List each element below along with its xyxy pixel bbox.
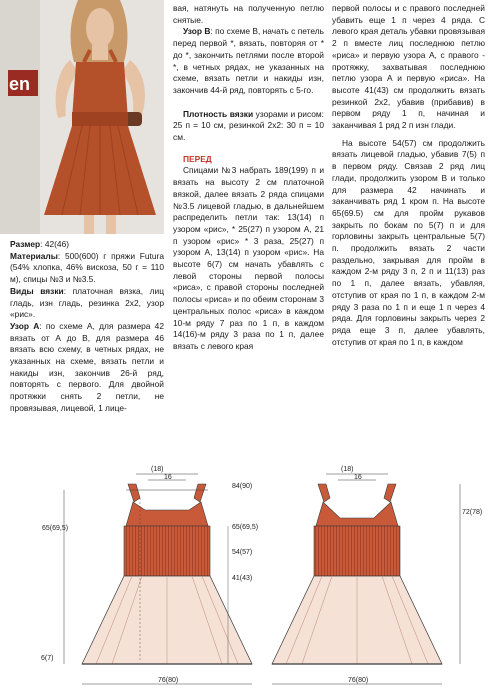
col2-p1: вая, натянуть на полученную петлю снятые. — [173, 3, 324, 25]
right-strap-top: (18) — [341, 466, 354, 473]
left-width-84: 84(90) — [232, 483, 253, 490]
left-height-65b: 65(69,5) — [232, 524, 259, 531]
left-height-65: 65(69,5) — [42, 525, 69, 532]
col3-p2: На высоте 54(57) см продолжить вязать лицевой гладью, убавив 7(5) п в первом ряду. Связав 2 ряд лиц глади, продолжить узором В и только для размера 42 начинать и заканчивать ряд 1 кром п. На высоте 65(69.5) см для пройм рукавов закрыть по бокам по 5(7) п и для горловины закрыть центральные 5(7) п. продолжить вязать 2 части раздельно, закрывая для пройм в каждом 2-м ряду 3 п, 2 п и 11(13) раз по 1 п, далее вязать, убавляя, отступив от края по 1 п, в каждом 2-м ряду 3 раза по 1 п и еще 1 п через 4 ряда. Для горловины закрыть через 2 ряда еще 3 п, далее убавлять, отступив от края по 1 п, в каждом — [332, 137, 485, 347]
patternB-text: : по схеме В, начать с петель перед первой *, вязать, повторяя от * до *, закончить петлями после второй *, в четных рядах, не указанных на схеме, вязать петли и накиды изн, закончив 44-й ряд, повторять с 5-го. — [173, 26, 325, 95]
left-width-76: 76(80) — [158, 677, 179, 684]
gauge-text: узорами и рисом: 25 п = 10 см, резинкой 2х2: 30 п = 10 см. — [173, 108, 324, 143]
front-heading: ПЕРЕД — [183, 153, 212, 164]
left-height-41: 41(43) — [232, 575, 253, 582]
left-strap-width: 16 — [164, 474, 172, 481]
column-1 — [10, 239, 164, 415]
size-label: Размер — [10, 239, 41, 249]
patternB-label: Узор В — [183, 26, 211, 37]
patternA-label: Узор А — [10, 320, 40, 331]
col3-p1: первой полосы и с правого последней убавить еще 1 п через 4 ряда. С левого края деталь убавки провязывая 2 п вместе лиц последнюю петлю «риса» и первую узора А, с правого - протяжку, захватывая последнюю петлю узора А и первую «риса». На высоте 41(43) см продолжить вязать резинкой 2х2, убавив (прибавив) в первом ряду 1 п, начиная и заканчивая 1 ряд 2 п изн глади. — [332, 3, 485, 131]
materials-text: : 500(600) г пряжи Futura (54% хлопка, 46% вискоза, 50 г = 110 м), спицы №3 и №3.5. — [10, 250, 164, 285]
column-3 — [332, 3, 485, 348]
dress-photo-image — [0, 0, 164, 234]
schematic-right — [272, 466, 482, 684]
magazine-letters: en — [9, 74, 31, 94]
dress-photo — [0, 0, 164, 234]
right-height-72: 72(78) — [462, 509, 483, 516]
schematic-left — [41, 466, 258, 684]
dress-schematics — [0, 462, 495, 699]
materials-label: Материалы — [10, 250, 58, 261]
stitches-text: : платочная вязка, лиц гладь, изн гладь, резинка 2х2, узор «рис». — [10, 285, 164, 320]
right-strap-width: 16 — [354, 474, 362, 481]
left-strap-top: (18) — [151, 466, 164, 473]
stitches-label: Виды вязки — [10, 285, 64, 296]
left-height-54: 54(57) — [232, 549, 253, 556]
patternA-text: : по схеме А, для размера 42 вязать от А до В, для размера 46 вязать всю схему, в четных рядах, не указанных на схеме, вязать петли и накиды изн, закончив 26-й ряд, повторять с первого. Для двойной протяжки снять 2 петли, не провязывая, лицевой, 1 лице- — [10, 320, 164, 413]
left-height-6: 6(7) — [41, 655, 54, 662]
front-text: Спицами №3 набрать 189(199) п и вязать на высоту 2 см платочной вязкой, далее вязать 2 ряда спицами №3.5 лицевой гладью, в дальнейшем распределить петли так: 13(14) п узором «рис», * 25(27) п узором А, 21 п узором «рис» * 3 раза, 25(27) п узором А, 13(14) п узором «рис». На высоте 6(7) см начать убавлять с левой стороны первой полосы «риса», с правой стороны последней полосы «риса» и по обеим сторонам 3 центральных полос «риса» в каждом 10-м ряду 7 раз по 1 п, в каждом 14(16)-м ряду 3 раза по 1 п, далее вязать с левого края — [173, 165, 324, 351]
column-2 — [173, 3, 324, 353]
gauge-label: Плотность вязки — [183, 108, 254, 119]
size-value: : 42(46) — [40, 239, 70, 249]
right-width-76: 76(80) — [348, 677, 369, 684]
